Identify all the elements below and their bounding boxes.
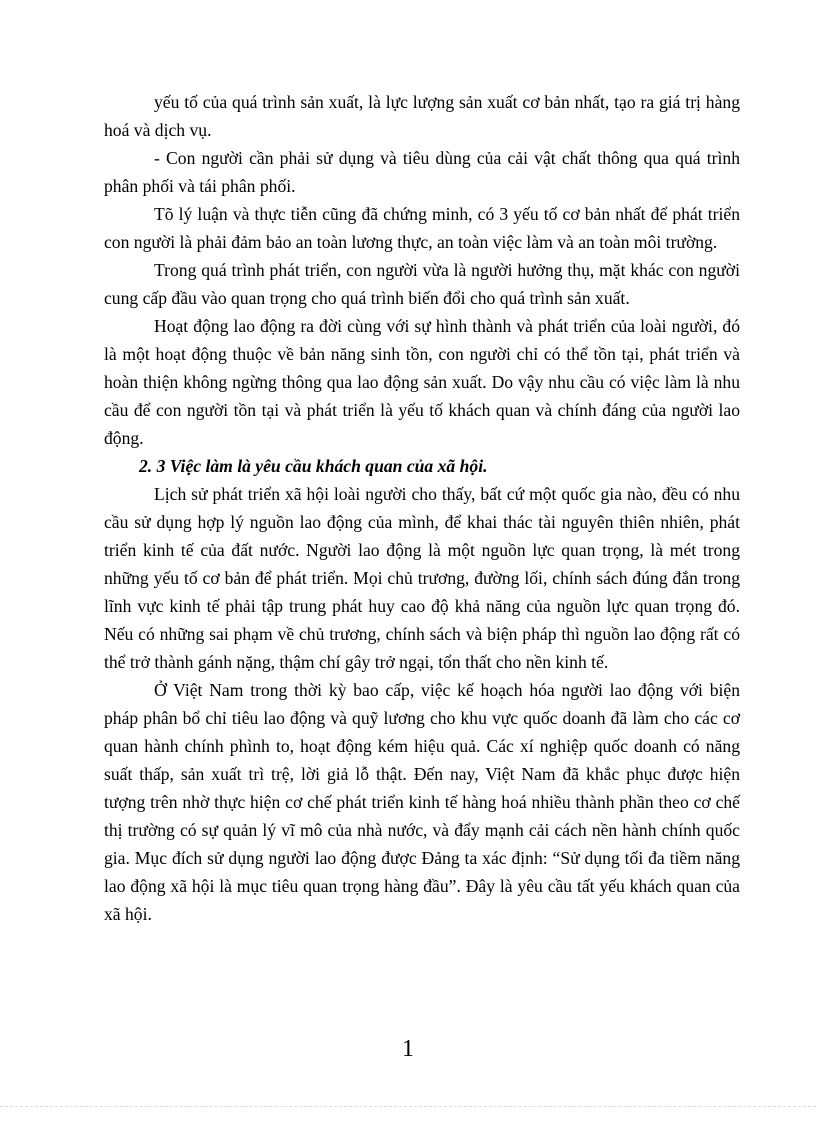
- paragraph-consumption: - Con người cần phải sử dụng và tiêu dùng của cải vật chất thông qua quá trình phân phối và tái phân phối.: [104, 148, 740, 196]
- paragraph-development-process: Trong quá trình phát triển, con người vừa là người hưởng thụ, mặt khác con người cung cấp đầu vào quan trọng cho quá trình biến đổi cho quá trình sản xuất.: [104, 260, 740, 308]
- paragraph-continuation: yếu tố của quá trình sản xuất, là lực lượng sản xuất cơ bản nhất, tạo ra giá trị hàng hoá và dịch vụ.: [104, 92, 740, 140]
- paragraph-social-history: Lịch sử phát triển xã hội loài người cho thấy, bất cứ một quốc gia nào, đều có nhu cầu sử dụng hợp lý nguồn lao động của mình, để khai thác tài nguyên thiên nhiên, phát triển kinh tế của đất nước. Người lao động là một nguồn lực quan trọng, là mét trong những yếu tố cơ bản để phát triển. Mọi chủ trương, đường lối, chính sách đúng đắn trong lĩnh vực kinh tế phải tập trung phát huy cao độ khả năng của nguồn lực quan trọng đó. Nếu có những sai phạm về chủ trương, chính sách và biện pháp thì nguồn lao động rất có thể trở thành gánh nặng, thậm chí gây trở ngại, tổn thất cho nền kinh tế.: [104, 484, 740, 672]
- paragraph-labor-activity: Hoạt động lao động ra đời cùng với sự hình thành và phát triển của loài người, đó là một hoạt động thuộc về bản năng sinh tồn, con người chỉ có thể tồn tại, phát triển và hoàn thiện không ngừng thông qua lao động sản xuất. Do vậy nhu cầu có việc làm là nhu cầu để con người tồn tại và phát triển là yếu tố khách quan và chính đáng của người lao động.: [104, 316, 740, 448]
- section-heading: 2. 3 Việc làm là yêu cầu khách quan của xã hội.: [139, 456, 488, 476]
- paragraph-vietnam: Ở Việt Nam trong thời kỳ bao cấp, việc kế hoạch hóa người lao động với biện pháp phân bổ chỉ tiêu lao động và quỹ lương cho khu vực quốc doanh đã làm cho các cơ quan hành chính phình to, hoạt động kém hiệu quả. Các xí nghiệp quốc doanh có năng suất thấp, sản xuất trì trệ, lời giả lỗ thật. Đến nay, Việt Nam đã khắc phục được hiện tượng trên nhờ thực hiện cơ chế phát triển kinh tế hàng hoá nhiều thành phần theo cơ chế thị trường có sự quản lý vĩ mô của nhà nước, và đẩy mạnh cải cách nền hành chính quốc gia. Mục đích sử dụng người lao động được Đảng ta xác định: “Sử dụng tối đa tiềm năng lao động xã hội là mục tiêu quan trọng hàng đầu”. Đây là yêu cầu tất yếu khách quan của xã hội.: [104, 680, 740, 924]
- page-bottom-divider: [0, 1106, 816, 1107]
- page-number: 1: [402, 1036, 414, 1062]
- page-body: [104, 88, 740, 928]
- paragraph-three-factors: Tõ lý luận và thực tiễn cũng đã chứng minh, có 3 yếu tố cơ bản nhất để phát triển con người là phải đảm bảo an toàn lương thực, an toàn việc làm và an toàn môi trường.: [104, 204, 740, 252]
